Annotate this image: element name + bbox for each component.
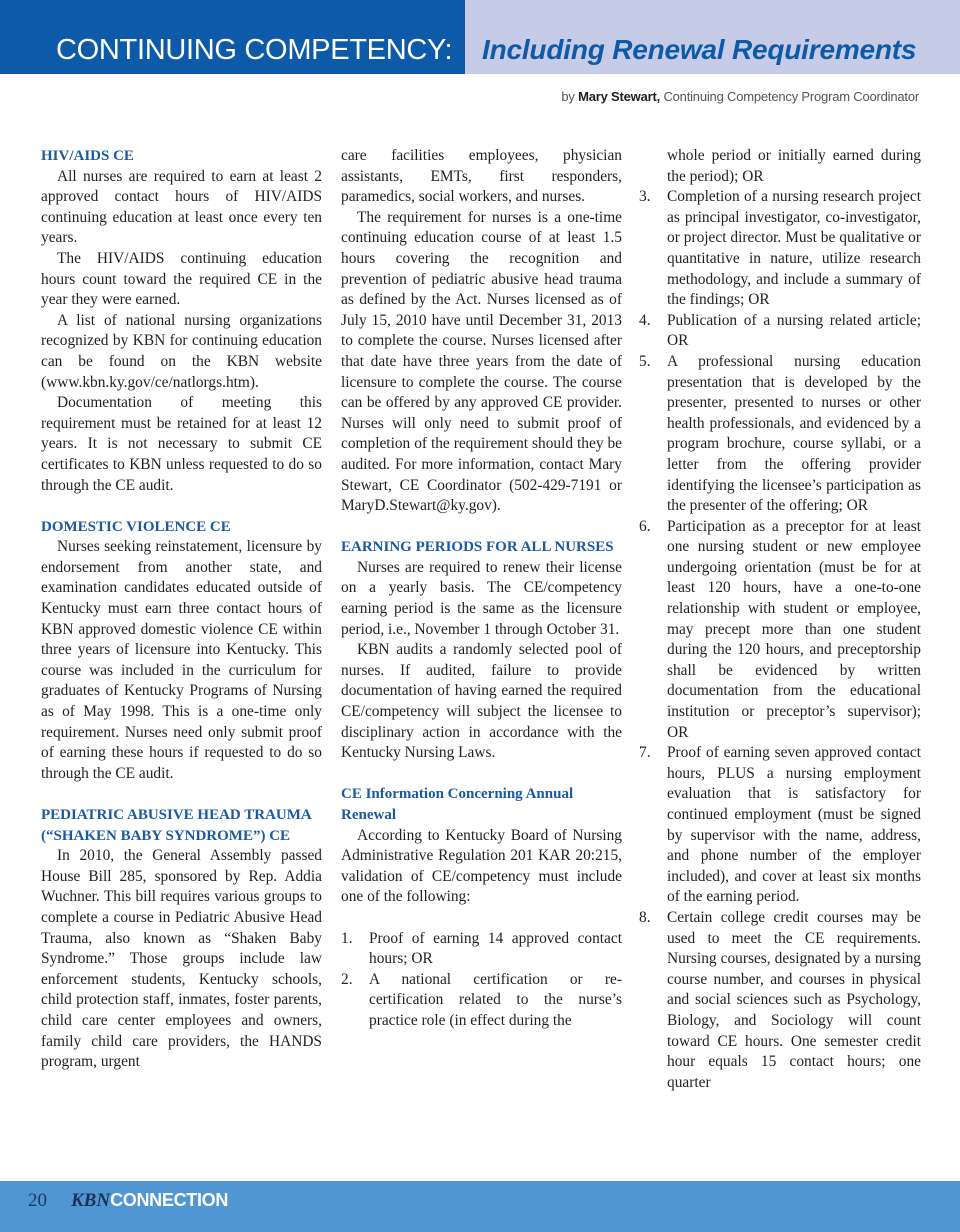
list-item (639, 311, 921, 352)
spacer (41, 784, 322, 805)
paragraph: In 2010, the General Assembly passed House Bill 285, sponsored by Rep. Addia Wuchner. This bill requires various groups to complete a course in Pediatric Abusive Head Trauma, also known as “Shaken Baby Syndrome.” Those groups include law enforcement students, Kentucky schools, child protection staff, inmates, foster parents, child care center employees and owners, family child care providers, the HANDS program, urgent (41, 847, 322, 1071)
list-item-continued (639, 146, 921, 187)
list-text: Publication of a nursing related article; OR (667, 311, 921, 350)
byline-author: Mary Stewart, (578, 89, 661, 104)
byline-prefix: by (561, 89, 575, 104)
paragraph: care facilities employees, physician assistants, EMTs, first responders, paramedics, social workers, and nurses. (341, 147, 622, 206)
section-heading-domestic-violence: DOMESTIC VIOLENCE CE (41, 518, 231, 535)
requirements-list-continued (639, 146, 921, 1093)
page-subtitle: Including Renewal Requirements (482, 34, 917, 65)
list-text: whole period or initially earned during the period); OR (667, 147, 921, 185)
paragraph: KBN audits a randomly selected pool of nurses. If audited, failure to provide documentation of having earned the required CE/competency will subject the licensee to disciplinary action in accordance with the Kentucky Nursing Laws. (341, 641, 622, 762)
paragraph: Documentation of meeting this requirement must be retained for at least 12 years. It is not necessary to submit CE certificates to KBN unless requested to do so through the CE audit. (41, 394, 322, 494)
list-number: 4. (639, 311, 651, 329)
column-3 (639, 146, 921, 1093)
list-number: 7. (639, 744, 651, 762)
page-number: 20 (28, 1190, 47, 1211)
list-item (341, 970, 622, 1032)
list-number: 8. (639, 908, 651, 926)
paragraph: The requirement for nurses is a one-time continuing education course of at least 1.5 hours covering the recognition and prevention of pediatric abusive head trauma as defined by the Act. Nurses licensed as of July 15, 2010 have until December 31, 2013 to complete the course. Nurses licensed after that date have three years from the date of licensure to complete the course. The course can be offered by any approved CE provider. Nurses will only need to submit proof of completion of the requirement should they be audited. For more information, contact Mary Stewart, CE Coordinator (502-429-7191 or MaryD.Stewart@ky.gov). (341, 208, 622, 515)
paragraph: According to Kentucky Board of Nursing Administrative Regulation 201 KAR 20:215, validation of CE/competency must include one of the following: (341, 826, 622, 906)
byline (561, 89, 919, 104)
paragraph: Nurses are required to renew their license on a yearly basis. The CE/competency earning period is the same as the licensure period, i.e., November 1 through October 31. (341, 558, 622, 638)
column-1 (41, 146, 322, 1073)
paragraph: A list of national nursing organizations recognized by KBN for continuing education can be found on the KBN website (www.kbn.ky.gov/ce/natlorgs.htm). (41, 311, 322, 391)
paragraph: Nurses seeking reinstatement, licensure by endorsement from another state, and examination candidates educated outside of Kentucky must earn three contact hours of KBN approved domestic violence CE within three years of licensure into Kentucky. This course was included in the curriculum for graduates of Kentucky Programs of Nursing as of May 1998. This is a one-time only requirement. Nurses need only submit proof of earning these hours if requested to do so through the CE audit. (41, 538, 322, 782)
spacer (341, 764, 622, 785)
section-heading-earning-periods: EARNING PERIODS FOR ALL NURSES (341, 539, 614, 556)
list-text: Completion of a nursing research project as principal investigator, co-investigator, or project director. Must be qualitative or quantitative in nature, utilize research methodology, and include a summary of the findings; OR (667, 188, 921, 309)
list-text: Certain college credit courses may be used to meet the CE requirements. Nursing courses, designated by a nursing course number, and courses in physical and social sciences such as Psychology, Biology, and Sociology will count toward CE hours. One semester credit hour equals 15 contact hours; one quarter (667, 908, 921, 1091)
logo-kbn: KBN (71, 1190, 111, 1211)
section-heading-pediatric-head-trauma: PEDIATRIC ABUSIVE HEAD TRAUMA (“SHAKEN BABY SYNDROME”) CE (41, 807, 311, 844)
list-text: Proof of earning 14 approved contact hours; OR (369, 929, 622, 968)
requirements-list (341, 929, 622, 1032)
list-item (639, 517, 921, 744)
list-item (639, 187, 921, 311)
logo-connection: CONNECTION (110, 1190, 229, 1210)
list-text: Proof of earning seven approved contact hours, PLUS a nursing employment evaluation that is satisfactory for continued employment (must be signed by supervisor with the name, address, and phone number of the employer included), and cover at least six months of the earning period. (667, 744, 921, 906)
list-number: 2. (341, 970, 353, 988)
list-number: 1. (341, 929, 353, 947)
paragraph: The HIV/AIDS continuing education hours count toward the required CE in the year they were earned. (41, 249, 322, 309)
spacer (341, 908, 622, 929)
list-item (639, 908, 921, 1093)
list-number: 3. (639, 188, 651, 206)
spacer (41, 496, 322, 517)
list-text: A professional nursing education presentation that is developed by the presenter, presented to nurses or other health professionals, and evidenced by a program brochure, course syllabi, or a letter from the offering provider identifying the licensee’s participation as the presenter of the offering; OR (667, 352, 921, 515)
section-heading-ce-information: CE Information Concerning Annual Renewal (341, 786, 574, 823)
list-text: A national certification or re-certification related to the nurse’s practice role (in effect during the (369, 970, 622, 1029)
list-item (341, 929, 622, 970)
list-item (639, 743, 921, 908)
column-2 (341, 146, 622, 1032)
list-text: Participation as a preceptor for at least one nursing student or new employee undergoing orientation (must be for at least 120 hours, have a one-to-one relationship with student or employee, may precept more than one student during the 120 hours, and preceptorship shall be evidenced by written documentation from the educational institution or preceptor’s supervisor); OR (667, 517, 921, 741)
byline-role: Continuing Competency Program Coordinator (663, 89, 919, 104)
section-heading-hiv: HIV/AIDS CE (41, 148, 134, 164)
list-number: 5. (639, 352, 651, 370)
kbn-connection-logo (71, 1190, 228, 1212)
spacer (341, 517, 622, 538)
paragraph: All nurses are required to earn at least 2 approved contact hours of HIV/AIDS continuing education at least once every ten years. (41, 167, 322, 247)
page-title: CONTINUING COMPETENCY: (56, 34, 453, 66)
list-number: 6. (639, 517, 651, 535)
list-item (639, 352, 921, 517)
